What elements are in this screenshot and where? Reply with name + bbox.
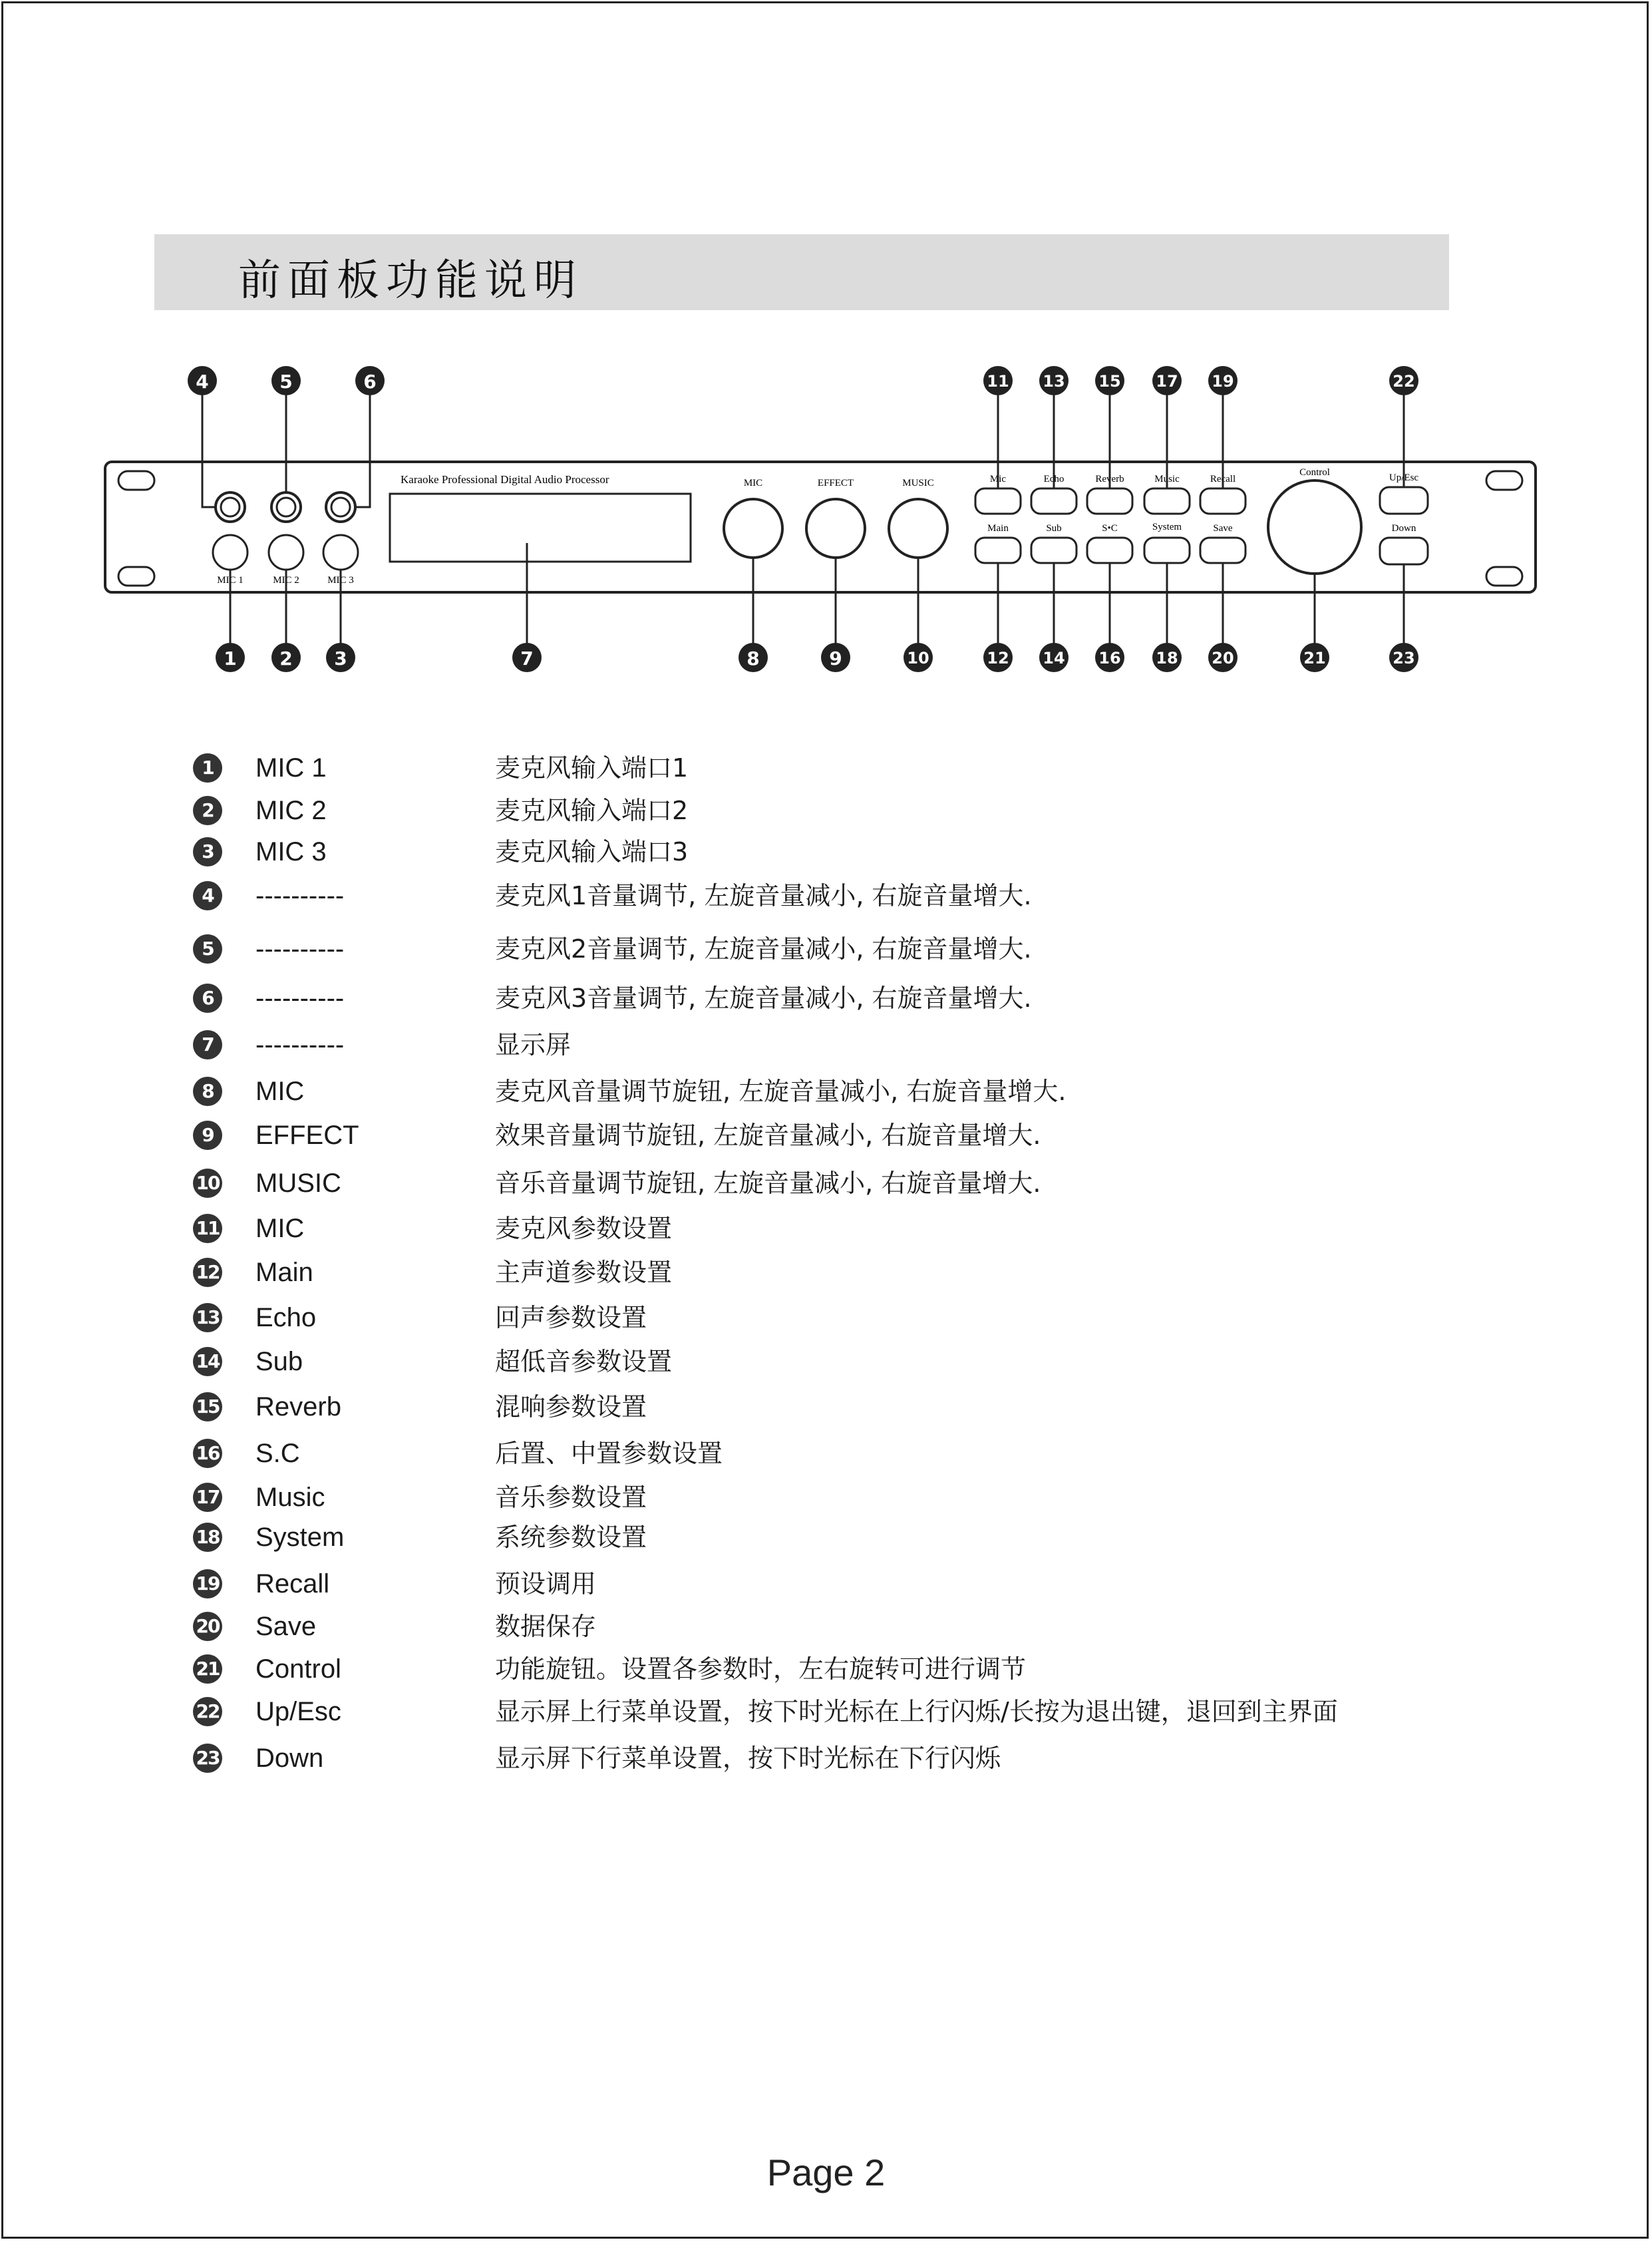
legend-desc: 麦克风音量调节旋钮, 左旋音量减小, 右旋音量增大. <box>495 1077 1067 1106</box>
legend-badge: 16 <box>193 1439 222 1468</box>
music-knob <box>889 499 947 558</box>
legend-row <box>0 1609 1652 1649</box>
legend-name: MUSIC <box>255 1169 341 1198</box>
legend-row <box>0 1344 1652 1384</box>
legend-desc: 效果音量调节旋钮, 左旋音量减小, 右旋音量增大. <box>495 1121 1041 1150</box>
legend-badge: 2 <box>193 796 222 825</box>
legend-desc: 显示屏上行菜单设置，按下时光标在上行闪烁/长按为退出键，退回到主界面 <box>495 1697 1338 1726</box>
legend-name: MIC 3 <box>255 837 327 866</box>
control-knob <box>1268 480 1361 574</box>
callout-5: 5 <box>279 371 293 393</box>
effect-knob-label: EFFECT <box>817 478 854 488</box>
callout-15: 15 <box>1098 372 1121 391</box>
legend-badge: 3 <box>193 837 222 866</box>
callout-13: 13 <box>1043 372 1065 391</box>
legend-name: Up/Esc <box>255 1697 341 1726</box>
callout-3: 3 <box>334 648 347 669</box>
callout-9: 9 <box>829 648 842 669</box>
legend-row <box>0 1520 1652 1560</box>
front-panel-diagram <box>0 0 1652 732</box>
legend-row <box>0 1074 1652 1114</box>
legend-badge: 6 <box>193 984 222 1013</box>
legend-badge: 14 <box>193 1347 222 1376</box>
up-esc-button <box>1380 487 1428 514</box>
system-button <box>1144 538 1190 563</box>
legend-badge: 10 <box>193 1169 222 1198</box>
btn-label-save: Save <box>1213 523 1233 534</box>
legend-desc: 显示屏 <box>495 1030 572 1059</box>
legend-badge: 5 <box>193 934 222 964</box>
legend-badge: 15 <box>193 1392 222 1421</box>
callout-20: 20 <box>1212 649 1234 667</box>
legend-name: Sub <box>255 1347 303 1376</box>
callout-21: 21 <box>1303 649 1326 667</box>
mic1-label: MIC 1 <box>217 575 244 586</box>
legend-name: Save <box>255 1612 317 1641</box>
legend-badge: 11 <box>193 1214 222 1243</box>
legend-row <box>0 1567 1652 1606</box>
btn-label-down: Down <box>1391 523 1416 534</box>
btn-label-sub: Sub <box>1046 523 1062 534</box>
legend-name: ---------- <box>255 881 345 910</box>
legend-name: MIC <box>255 1077 305 1106</box>
legend-name: MIC 1 <box>255 753 327 783</box>
effect-knob <box>806 499 865 558</box>
legend-name: MIC 2 <box>255 796 327 825</box>
mic3-label: MIC 3 <box>327 575 354 586</box>
btn-label-recall: Recall <box>1210 474 1236 484</box>
legend-desc: 主声道参数设置 <box>495 1258 673 1287</box>
legend-row <box>0 1166 1652 1206</box>
callout-6: 6 <box>363 371 377 393</box>
btn-label-echo: Echo <box>1043 474 1065 484</box>
legend-row <box>0 751 1652 791</box>
display-screen <box>390 494 691 562</box>
btn-label-reverb: Reverb <box>1095 474 1124 484</box>
legend-desc: 音乐参数设置 <box>495 1483 647 1512</box>
down-button <box>1380 538 1428 564</box>
legend-row <box>0 1300 1652 1340</box>
legend-badge: 21 <box>193 1654 222 1684</box>
brand-text: Karaoke Professional Digital Audio Processor <box>401 473 609 486</box>
legend-name: EFFECT <box>255 1121 359 1150</box>
legend-desc: 麦克风输入端口3 <box>495 837 689 866</box>
callout-11: 11 <box>987 372 1009 391</box>
legend-badge: 22 <box>193 1697 222 1726</box>
legend-desc: 音乐音量调节旋钮, 左旋音量减小, 右旋音量增大. <box>495 1169 1041 1198</box>
callout-10: 10 <box>907 649 929 667</box>
legend-badge: 1 <box>193 753 222 783</box>
legend-desc: 麦克风3音量调节, 左旋音量减小, 右旋音量增大. <box>495 984 1032 1013</box>
legend-row <box>0 981 1652 1021</box>
callout-2: 2 <box>279 648 293 669</box>
btn-label-upesc: Up/Esc <box>1389 472 1419 483</box>
recall-button <box>1200 488 1245 514</box>
legend-name: System <box>255 1523 345 1552</box>
btn-label-system: System <box>1152 522 1182 532</box>
legend-row <box>0 835 1652 874</box>
legend-row <box>0 1741 1652 1781</box>
legend-desc: 显示屏下行菜单设置，按下时光标在下行闪烁 <box>495 1744 1001 1773</box>
callout-4: 4 <box>196 371 209 393</box>
legend-badge: 20 <box>193 1612 222 1641</box>
legend-badge: 23 <box>193 1744 222 1773</box>
legend-row <box>0 1480 1652 1520</box>
callout-22: 22 <box>1393 372 1415 391</box>
legend-badge: 8 <box>193 1077 222 1106</box>
callout-7: 7 <box>520 648 534 669</box>
legend-badge: 12 <box>193 1258 222 1287</box>
callout-8: 8 <box>746 648 760 669</box>
reverb-button <box>1087 488 1132 514</box>
page-title: 前面板功能说明 <box>238 256 583 305</box>
legend-name: Recall <box>255 1569 330 1598</box>
main-button <box>975 538 1021 563</box>
legend-badge: 19 <box>193 1569 222 1598</box>
btn-label-sc: S•C <box>1102 523 1118 534</box>
callout-14: 14 <box>1043 649 1065 667</box>
legend-badge: 7 <box>193 1030 222 1059</box>
legend-name: ---------- <box>255 984 345 1013</box>
mic1-input-jack <box>213 535 248 570</box>
mic3-input-jack <box>323 535 358 570</box>
legend-row <box>0 1390 1652 1429</box>
legend-badge: 4 <box>193 881 222 910</box>
save-button <box>1200 538 1245 563</box>
legend-desc: 后置、中置参数设置 <box>495 1439 723 1468</box>
legend-row <box>0 1694 1652 1734</box>
legend-row <box>0 878 1652 918</box>
legend-name: Control <box>255 1654 341 1684</box>
legend-name: Down <box>255 1744 324 1773</box>
btn-label-main: Main <box>987 523 1009 534</box>
legend-desc: 回声参数设置 <box>495 1303 647 1332</box>
legend-desc: 系统参数设置 <box>495 1523 647 1552</box>
mic-button <box>975 488 1021 514</box>
legend-badge: 9 <box>193 1121 222 1150</box>
callout-16: 16 <box>1098 649 1121 667</box>
legend-row <box>0 932 1652 972</box>
sub-button <box>1031 538 1076 563</box>
legend-row <box>0 1652 1652 1692</box>
legend-desc: 麦克风输入端口2 <box>495 796 689 825</box>
legend-desc: 麦克风2音量调节, 左旋音量减小, 右旋音量增大. <box>495 934 1032 964</box>
btn-label-music: Music <box>1154 474 1180 484</box>
legend-desc: 超低音参数设置 <box>495 1347 673 1376</box>
legend-name: Echo <box>255 1303 317 1332</box>
legend-name: ---------- <box>255 1030 345 1059</box>
legend-row <box>0 1118 1652 1158</box>
legend-row <box>0 1028 1652 1067</box>
legend-name: ---------- <box>255 934 345 964</box>
mic2-label: MIC 2 <box>273 575 299 586</box>
callout-19: 19 <box>1212 372 1234 391</box>
legend-name: S.C <box>255 1439 300 1468</box>
control-knob-label: Control <box>1299 467 1330 478</box>
legend-desc: 混响参数设置 <box>495 1392 647 1421</box>
legend-badge: 17 <box>193 1483 222 1512</box>
legend-row <box>0 1211 1652 1251</box>
legend-name: Music <box>255 1483 325 1512</box>
legend-desc: 麦克风1音量调节, 左旋音量减小, 右旋音量增大. <box>495 881 1032 910</box>
legend-row <box>0 793 1652 833</box>
btn-label-mic: Mic <box>989 474 1007 484</box>
sc-button <box>1087 538 1132 563</box>
legend-desc: 预设调用 <box>495 1569 597 1598</box>
legend-desc: 功能旋钮。设置各参数时，左右旋转可进行调节 <box>495 1654 1027 1684</box>
music-knob-label: MUSIC <box>902 478 934 488</box>
page-number: Page 2 <box>766 2151 886 2193</box>
callout-23: 23 <box>1393 649 1415 667</box>
legend-desc: 麦克风输入端口1 <box>495 753 689 783</box>
callout-17: 17 <box>1156 372 1178 391</box>
legend-row <box>0 1255 1652 1295</box>
mic2-input-jack <box>269 535 303 570</box>
echo-button <box>1031 488 1076 514</box>
legend-name: Main <box>255 1258 313 1287</box>
legend-desc: 数据保存 <box>495 1612 597 1641</box>
callout-18: 18 <box>1156 649 1178 667</box>
mic-knob-label: MIC <box>743 478 763 488</box>
legend-badge: 18 <box>193 1523 222 1552</box>
legend-badge: 13 <box>193 1303 222 1332</box>
callout-12: 12 <box>987 649 1009 667</box>
legend-row <box>0 1436 1652 1476</box>
callout-1: 1 <box>224 648 237 669</box>
legend-name: MIC <box>255 1214 305 1243</box>
mic-knob <box>724 499 782 558</box>
legend-name: Reverb <box>255 1392 341 1421</box>
music-button <box>1144 488 1190 514</box>
legend-desc: 麦克风参数设置 <box>495 1214 673 1243</box>
